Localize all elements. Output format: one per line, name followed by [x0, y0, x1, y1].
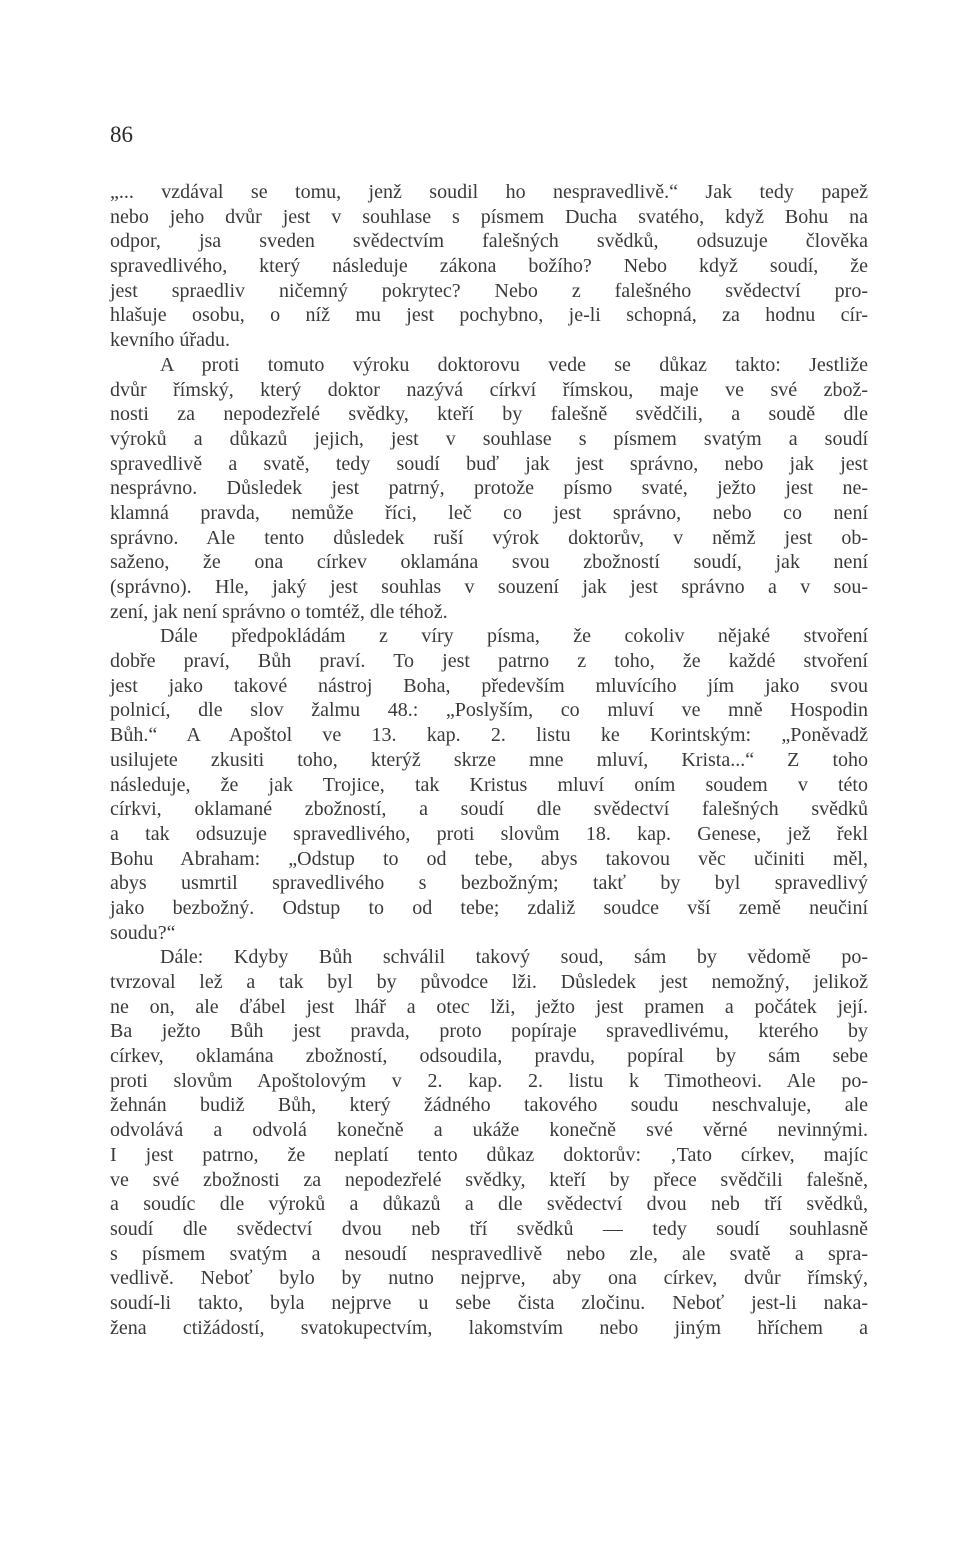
- text-line: abys usmrtil spravedlivého s bezbožným; takť by byl spravedlivý: [110, 872, 868, 895]
- text-line: nosti za nepodezřelé svědky, kteří by falešně svědčili, a soudě dle: [110, 403, 868, 426]
- text-line: Dále předpokládám z víry písma, že cokoliv nějaké stvoření: [160, 625, 868, 648]
- text-line: Bůh.“ A Apoštol ve 13. kap. 2. listu ke Korintským: „Poněvadž: [110, 724, 868, 747]
- text-line: kevního úřadu.: [110, 329, 230, 352]
- text-line: jest spraedliv ničemný pokrytec? Nebo z falešného svědectví pro-: [110, 279, 868, 302]
- text-line: výroků a důkazů jejich, jest v souhlase s písmem svatým a soudí: [110, 427, 868, 450]
- text-line: žena ctižádostí, svatokupectvím, lakomstvím nebo jiným hříchem a: [110, 1316, 868, 1339]
- text-line: a soudíc dle výroků a důkazů a dle svědectví dvou neb tří svědků,: [110, 1193, 868, 1216]
- text-line: církev, oklamána zbožností, odsoudila, pravdu, popíral by sám sebe: [110, 1045, 868, 1068]
- text-line: Dále: Kdyby Bůh schválil takový soud, sám by vědomě po-: [160, 946, 868, 969]
- text-line: spravedlivého, který následuje zákona božího? Nebo když soudí, že: [110, 255, 868, 278]
- body-text: [110, 180, 868, 1340]
- text-line: jako bezbožný. Odstup to od tebe; zdaliž soudce vší země neučiní: [110, 896, 868, 919]
- text-line: soudí-li takto, byla nejprve u sebe čista zločinu. Neboť jest-li naka-: [110, 1291, 868, 1314]
- text-line: ne on, ale ďábel jest lhář a otec lži, ježto jest pramen a počátek její.: [110, 995, 868, 1018]
- text-line: I jest patrno, že neplatí tento důkaz doktorův: ‚Tato církev, majíc: [110, 1143, 868, 1166]
- text-line: Ba ježto Bůh jest pravda, proto popíraje spravedlivému, kterého by: [110, 1020, 868, 1043]
- text-line: dvůr římský, který doktor nazývá církví římskou, maje ve své zbož-: [110, 378, 868, 401]
- text-line: „... vzdával se tomu, jenž soudil ho nespravedlivě.“ Jak tedy papež: [110, 181, 868, 203]
- text-line: vedlivě. Neboť bylo by nutno nejprve, aby ona církev, dvůr římský,: [110, 1267, 868, 1290]
- text-line: odvolává a odvolá konečně a ukáže konečně své věrné nevinnými.: [110, 1119, 868, 1142]
- text-line: soudu?“: [110, 921, 176, 944]
- text-line: dobře praví, Bůh praví. To jest patrno z toho, že každé stvoření: [110, 650, 868, 673]
- text-line: Bohu Abraham: „Odstup to od tebe, abys takovou věc učiniti měl,: [110, 847, 868, 870]
- text-line: (správno). Hle, jaký jest souhlas v souzení jak jest správno a v sou-: [110, 576, 868, 598]
- text-line: následuje, že jak Trojice, tak Kristus mluví oním soudem v této: [110, 773, 868, 796]
- text-line: proti slovům Apoštolovým v 2. kap. 2. listu k Timotheovi. Ale po-: [110, 1069, 868, 1092]
- text-line: odpor, jsa sveden svědectvím falešných svědků, odsuzuje člověka: [110, 230, 868, 253]
- text-line: polnicí, dle slov žalmu 48.: „Poslyším, co mluví ve mně Hospodin: [110, 699, 868, 722]
- text-line: jest jako takové nástroj Boha, především mluvícího jím jako svou: [110, 674, 868, 697]
- text-line: soudí dle svědectví dvou neb tří svědků — tedy soudí souhlasně: [110, 1217, 868, 1240]
- text-line: hlašuje osobu, o níž mu jest pochybno, je-li schopná, za hodnu cír-: [110, 304, 868, 327]
- text-line: klamná pravda, nemůže říci, leč co jest správno, nebo co není: [110, 501, 868, 524]
- text-line: tvrzoval lež a tak byl by původce lži. Důsledek jest nemožný, jelikož: [110, 971, 868, 993]
- text-line: zení, jak není správno o tomtéž, dle téhož.: [110, 600, 448, 623]
- text-line: A proti tomuto výroku doktorovu vede se důkaz takto: Jestliže: [160, 353, 868, 376]
- text-line: ve své zbožnosti za nepodezřelé svědky, kteří by přece svědčili falešně,: [110, 1168, 868, 1191]
- text-line: nebo jeho dvůr jest v souhlase s písmem Ducha svatého, když Bohu na: [110, 205, 868, 228]
- text-line: s písmem svatým a nesoudí nespravedlivě nebo zle, ale svatě a spra-: [110, 1242, 868, 1265]
- text-line: správno. Ale tento důsledek ruší výrok doktorův, v němž jest ob-: [110, 526, 868, 549]
- page-number: 86: [110, 122, 133, 147]
- text-line: spravedlivě a svatě, tedy soudí buď jak jest správno, nebo jak jest: [110, 452, 868, 475]
- text-line: a tak odsuzuje spravedlivého, proti slovům 18. kap. Genese, jež řekl: [110, 822, 868, 845]
- text-line: žehnán budiž Bůh, který žádného takového soudu neschvaluje, ale: [110, 1094, 868, 1117]
- text-line: saženo, že ona církev oklamána svou zbožností soudí, jak není: [110, 551, 868, 574]
- text-line: nesprávno. Důsledek jest patrný, protože písmo svaté, ježto jest ne-: [110, 477, 868, 500]
- text-line: církvi, oklamané zbožností, a soudí dle svědectví falešných svědků: [110, 798, 868, 821]
- text-line: usilujete zkusiti toho, kterýž skrze mne mluví, Krista...“ Z toho: [110, 748, 868, 771]
